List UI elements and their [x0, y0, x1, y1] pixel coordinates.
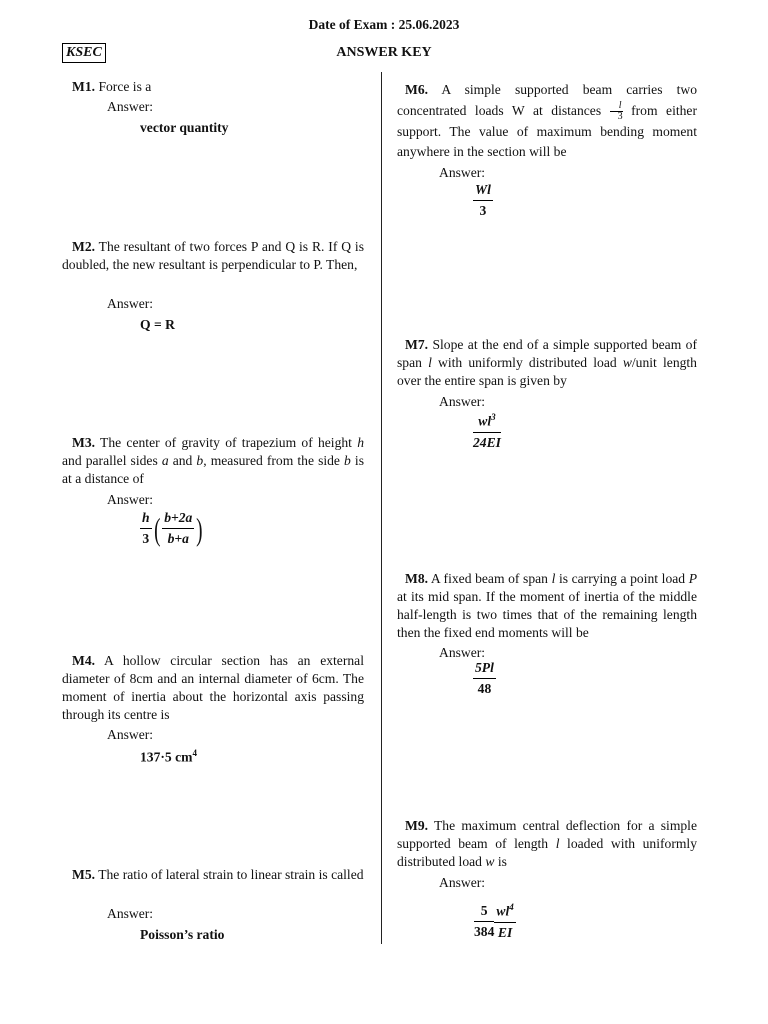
variable-p: P [688, 571, 697, 586]
question-number: M2. [72, 239, 96, 254]
answer-m9-formula [474, 902, 516, 941]
answer-m6-formula [473, 182, 493, 219]
fraction-numerator: 5 [474, 903, 494, 922]
column-divider [381, 72, 382, 944]
answer-m4 [140, 748, 197, 766]
question-text-part: , measured from the side [203, 453, 345, 468]
answer-label: Answer: [107, 727, 154, 742]
answer-label: Answer: [107, 492, 154, 507]
numerator-exponent: 4 [509, 902, 514, 912]
fraction-numerator: l [610, 101, 623, 112]
answer-m5: Poisson’s ratio [140, 927, 225, 942]
question-m5 [62, 866, 364, 884]
fraction-denominator: 3 [617, 110, 623, 122]
fraction-denominator: 3 [142, 531, 150, 546]
fraction-denominator: 24EI [473, 434, 501, 450]
fraction-denominator: 48 [477, 681, 492, 696]
question-m1 [72, 78, 362, 96]
question-text-part: is at a distance of [62, 453, 364, 486]
question-text-part: A simple supported beam carries two concentrated loads W at distances [397, 82, 697, 118]
answer-m1: vector quantity [140, 120, 229, 135]
fraction-denominator: 384 [474, 923, 495, 939]
fraction [473, 660, 496, 697]
fraction-denominator: b+a [167, 531, 189, 546]
exam-date: Date of Exam : 25.06.2023 [308, 17, 460, 32]
page-title: ANSWER KEY [336, 45, 432, 60]
answer-m8-formula [473, 660, 496, 697]
question-number: M4. [72, 653, 96, 668]
right-paren: ) [196, 510, 203, 547]
question-text-part: and parallel sides [62, 453, 162, 468]
fraction [474, 903, 494, 940]
answer-m3-formula [140, 510, 205, 547]
variable-l: l [555, 836, 560, 851]
answer-label: Answer: [439, 645, 486, 660]
question-text-part: The center of gravity of trapezium of height [100, 435, 358, 450]
answer-label: Answer: [107, 99, 154, 114]
question-m2 [62, 238, 364, 274]
question-number: M8. [405, 571, 429, 586]
answer-label: Answer: [439, 394, 486, 409]
variable-h: h [357, 435, 365, 450]
ksec-badge: KSEC [62, 43, 106, 63]
variable-l: l [428, 355, 432, 370]
fraction [162, 510, 194, 547]
fraction-numerator: b+2a [162, 510, 194, 529]
variable-b: b [196, 453, 204, 468]
fraction-numerator: h [140, 510, 152, 529]
question-m3 [62, 434, 364, 488]
left-paren: ( [153, 510, 161, 547]
answer-label: Answer: [107, 296, 154, 311]
question-m7 [397, 336, 697, 390]
question-number: M1. [72, 79, 96, 94]
question-text-part: Slope at the end of a simple supported beam of span [397, 337, 697, 370]
question-number: M7. [405, 337, 429, 352]
question-text: The resultant of two forces P and Q is R. If Q is doubled, the new resultant is perpendicular to P. Then, [62, 239, 364, 272]
numerator-exponent: 3 [491, 412, 496, 422]
fraction-numerator: Wl [473, 182, 493, 201]
fraction [473, 412, 501, 451]
answer-label: Answer: [439, 875, 486, 890]
fraction [473, 182, 493, 219]
question-text-part: and [168, 453, 197, 468]
answer-m7-formula [473, 412, 501, 451]
question-text-part: /unit length over the entire span is given by [397, 355, 697, 388]
fraction [140, 510, 152, 547]
question-text-part: is [494, 854, 507, 869]
answer-value: 137·5 cm [140, 749, 193, 765]
answer-label: Answer: [439, 165, 486, 180]
question-text: A hollow circular section has an external diameter of 8cm and an internal diameter of 6cm. The moment of inertia about the horizontal axis passing through its centre is [62, 653, 364, 722]
question-m8 [397, 570, 697, 642]
fraction [494, 902, 515, 941]
fraction-denominator: EI [497, 924, 513, 940]
question-text-part: at its mid span. If the moment of inertia of the middle half-length is two times that of the remaining length then the fixed end moments will be [397, 589, 697, 640]
question-number: M6. [405, 82, 429, 97]
question-m6 [397, 80, 697, 163]
question-text-part: loaded with uniformly distributed load [397, 836, 697, 869]
question-m4 [62, 652, 364, 724]
answer-label: Answer: [107, 906, 154, 921]
question-text: The ratio of lateral strain to linear strain is called [98, 867, 364, 882]
question-number: M3. [72, 435, 96, 450]
question-number: M9. [405, 818, 429, 833]
fraction-numerator [494, 902, 515, 923]
question-text-part: with uniformly distributed load [431, 355, 623, 370]
question-text: Force is a [98, 79, 152, 94]
answer-m2: Q = R [140, 317, 175, 332]
fraction-numerator [473, 412, 501, 433]
question-m9 [397, 817, 697, 871]
fraction-numerator: 5Pl [473, 660, 496, 679]
inline-fraction [610, 101, 623, 122]
variable-a: a [161, 453, 169, 468]
variable-w: w [485, 854, 495, 869]
question-text-part: The maximum central deflection for a simple supported beam of length [397, 818, 697, 851]
question-text-part: A fixed beam of span [430, 571, 552, 586]
variable-w: w [622, 355, 632, 370]
variable-l: l [551, 571, 556, 586]
answer-exponent: 4 [192, 748, 197, 758]
question-number: M5. [72, 867, 96, 882]
question-text-part: from either support. The value of maximum bending moment anywhere in the section will be [397, 102, 697, 160]
question-text-part: is carrying a point load [555, 571, 689, 586]
fraction-denominator: 3 [479, 203, 487, 218]
variable-b: b [344, 453, 351, 468]
numerator-base: wl [478, 413, 492, 429]
numerator-base: wl [496, 903, 510, 919]
